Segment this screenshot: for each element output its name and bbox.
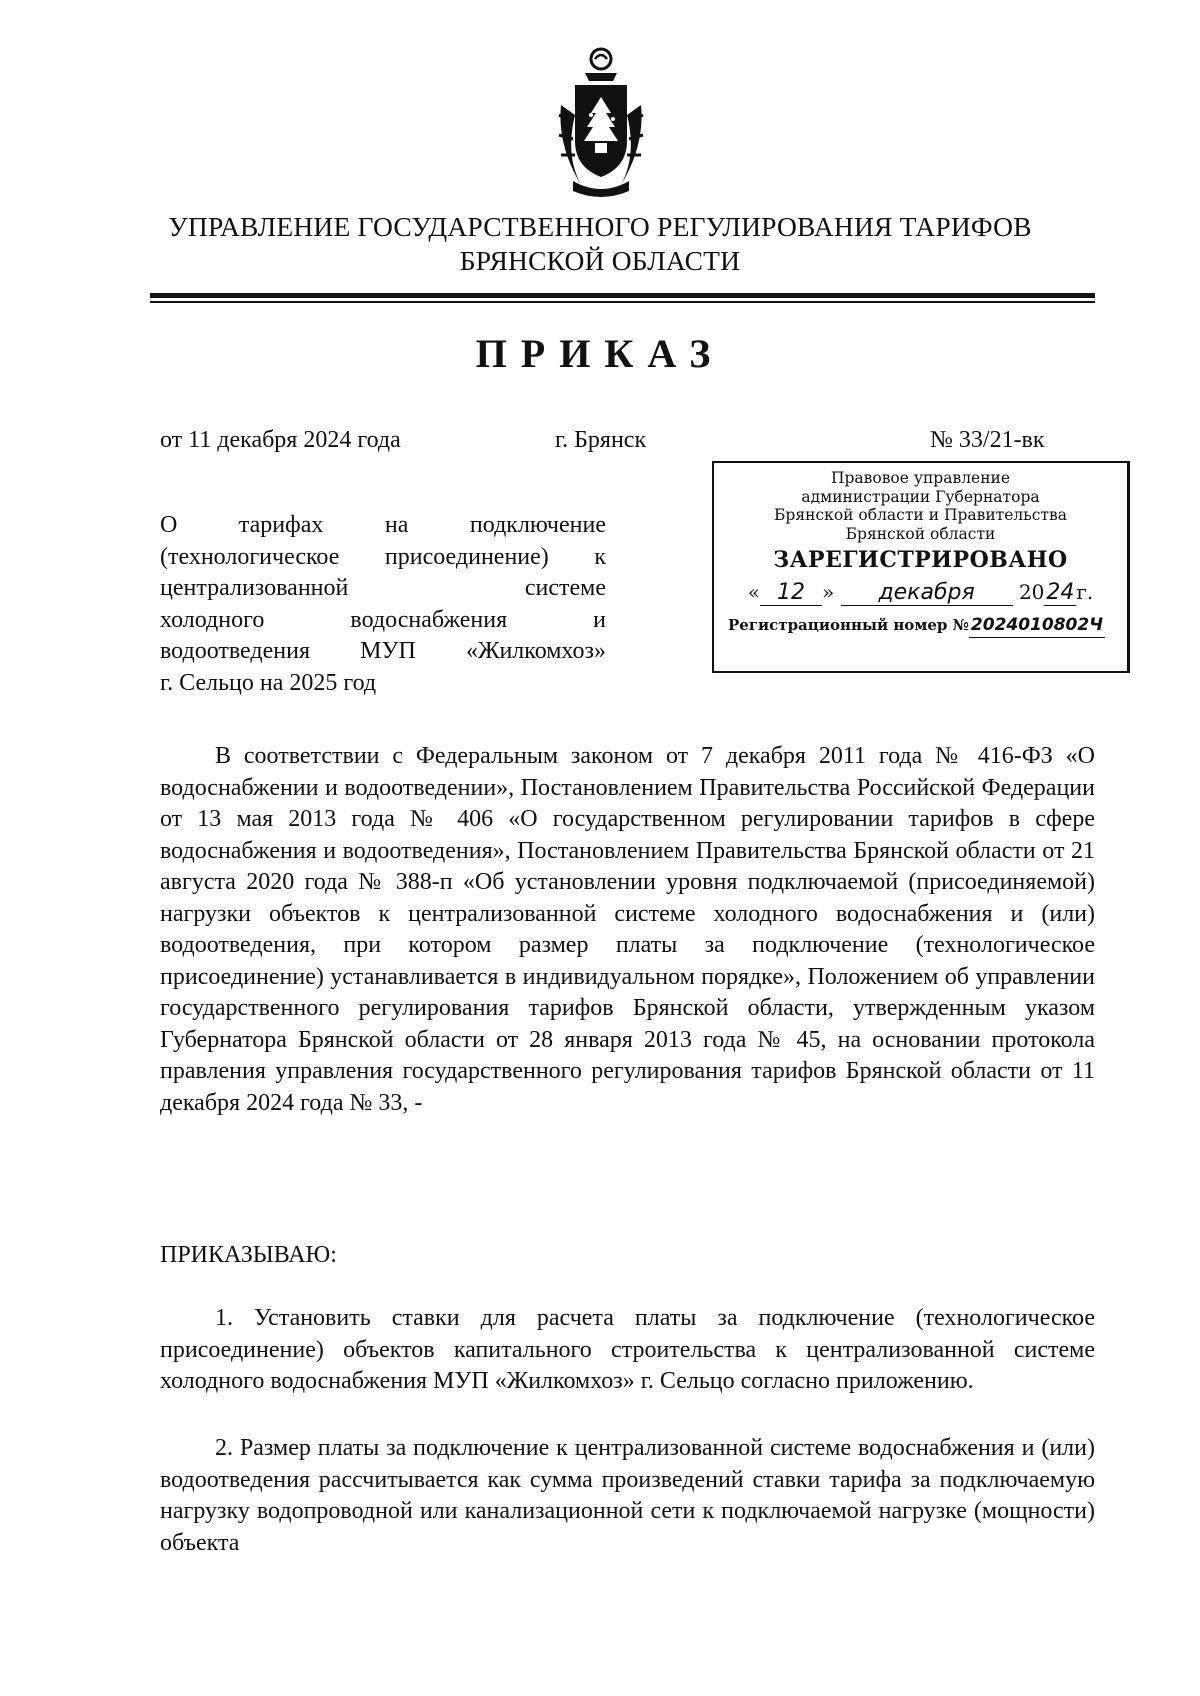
order-item-1: 1. Установить ставки для расчета платы за подключение (технологическое присоединение) объектов капитального строительства к централизованной системе холодного водоснабжения МУП «Жилкомхоз» г. Сельцо согласно приложению. [160, 1305, 1095, 1394]
document-title: ПРИКАЗ [475, 331, 725, 376]
stamp-quote-close: » [821, 580, 835, 604]
stamp-registration-number-line [714, 613, 1127, 638]
header-divider-thin [150, 301, 1095, 303]
stamp-line4: Брянской области [845, 524, 996, 543]
stamp-line3: Брянской области и Правительства [774, 506, 1067, 524]
organization-name-line2: БРЯНСКОЙ ОБЛАСТИ [459, 245, 741, 276]
stamp-year-handwritten: 24 [1046, 580, 1075, 605]
order-heading: ПРИКАЗЫВАЮ: [160, 1242, 337, 1268]
preamble-paragraph: В соответствии с Федеральным законом от 7 декабря 2011 года № 416-ФЗ «О водоснабжении и водоотведении», Постановлением Правительства Российской Федерации от 13 мая 2013 года № 406 «О государственном регулировании тарифов в сфере водоснабжения и водоотведения», Постановлением Правительства Брянской области от 21 августа 2020 года № 388-п «Об установлении уровня подключаемой (присоединяемой) нагрузки объектов к централизованной системе холодного водоснабжения и (или) водоотведения, при котором размер платы за подключение (технологическое присоединение) устанавливается в индивидуальном порядке», Положением об управлении государственного регулирования тарифов Брянской области, утвержденным указом Губернатора Брянской области от 28 января 2013 года № 45, на основании протокола правления управления государственного регулирования тарифов Брянской области от 11 декабря 2024 года № 33, - [160, 743, 1095, 1116]
header-divider-thick [150, 293, 1095, 298]
organization-name-line1: УПРАВЛЕНИЕ ГОСУДАРСТВЕННОГО РЕГУЛИРОВАНИЯ ТАРИФОВ [168, 211, 1032, 242]
order-item-2: 2. Размер платы за подключение к централизованной системе водоснабжения и (или) водоотведения рассчитывается как сумма произведений ставки тарифа за подключаемую нагрузку водопроводной или канализационной сети к подключаемой нагрузке (мощности) объекта [160, 1435, 1095, 1556]
stamp-date-line [714, 577, 1127, 607]
subject-line: водоотведения МУП «Жилкомхоз» [160, 638, 606, 664]
stamp-line1: Правовое управление [830, 469, 1011, 487]
subject-line: О тарифах на подключение [160, 512, 606, 538]
organization-name [100, 210, 1100, 278]
document-number: № 33/21-вк [930, 427, 1045, 453]
coat-of-arms-emblem [555, 45, 647, 201]
document-city: г. Брянск [555, 427, 647, 453]
stamp-reg-label: Регистрационный номер № [728, 616, 969, 634]
stamp-day-handwritten: 12 [760, 581, 822, 606]
subject-line: централизованной системе [160, 575, 606, 601]
subject-line: (технологическое присоединение) к [160, 543, 606, 570]
document-subject [160, 510, 606, 699]
stamp-line2: администрации Губернатора [801, 487, 1040, 506]
subject-line: холодного водоснабжения и [160, 606, 606, 633]
subject-line: г. Сельцо на 2025 год [160, 669, 377, 696]
stamp-year-unit: г. [1076, 580, 1094, 604]
stamp-year-prefix: 20 [1018, 580, 1045, 604]
stamp-month-handwritten: декабря [841, 581, 1013, 606]
stamp-reg-number-handwritten: 2024010802Ч [969, 613, 1105, 638]
stamp-quote-open: « [747, 580, 760, 604]
document-date: от 11 декабря 2024 года [160, 427, 401, 453]
stamp-registered-label: ЗАРЕГИСТРИРОВАНО [773, 547, 1068, 573]
registration-stamp [712, 461, 1130, 673]
